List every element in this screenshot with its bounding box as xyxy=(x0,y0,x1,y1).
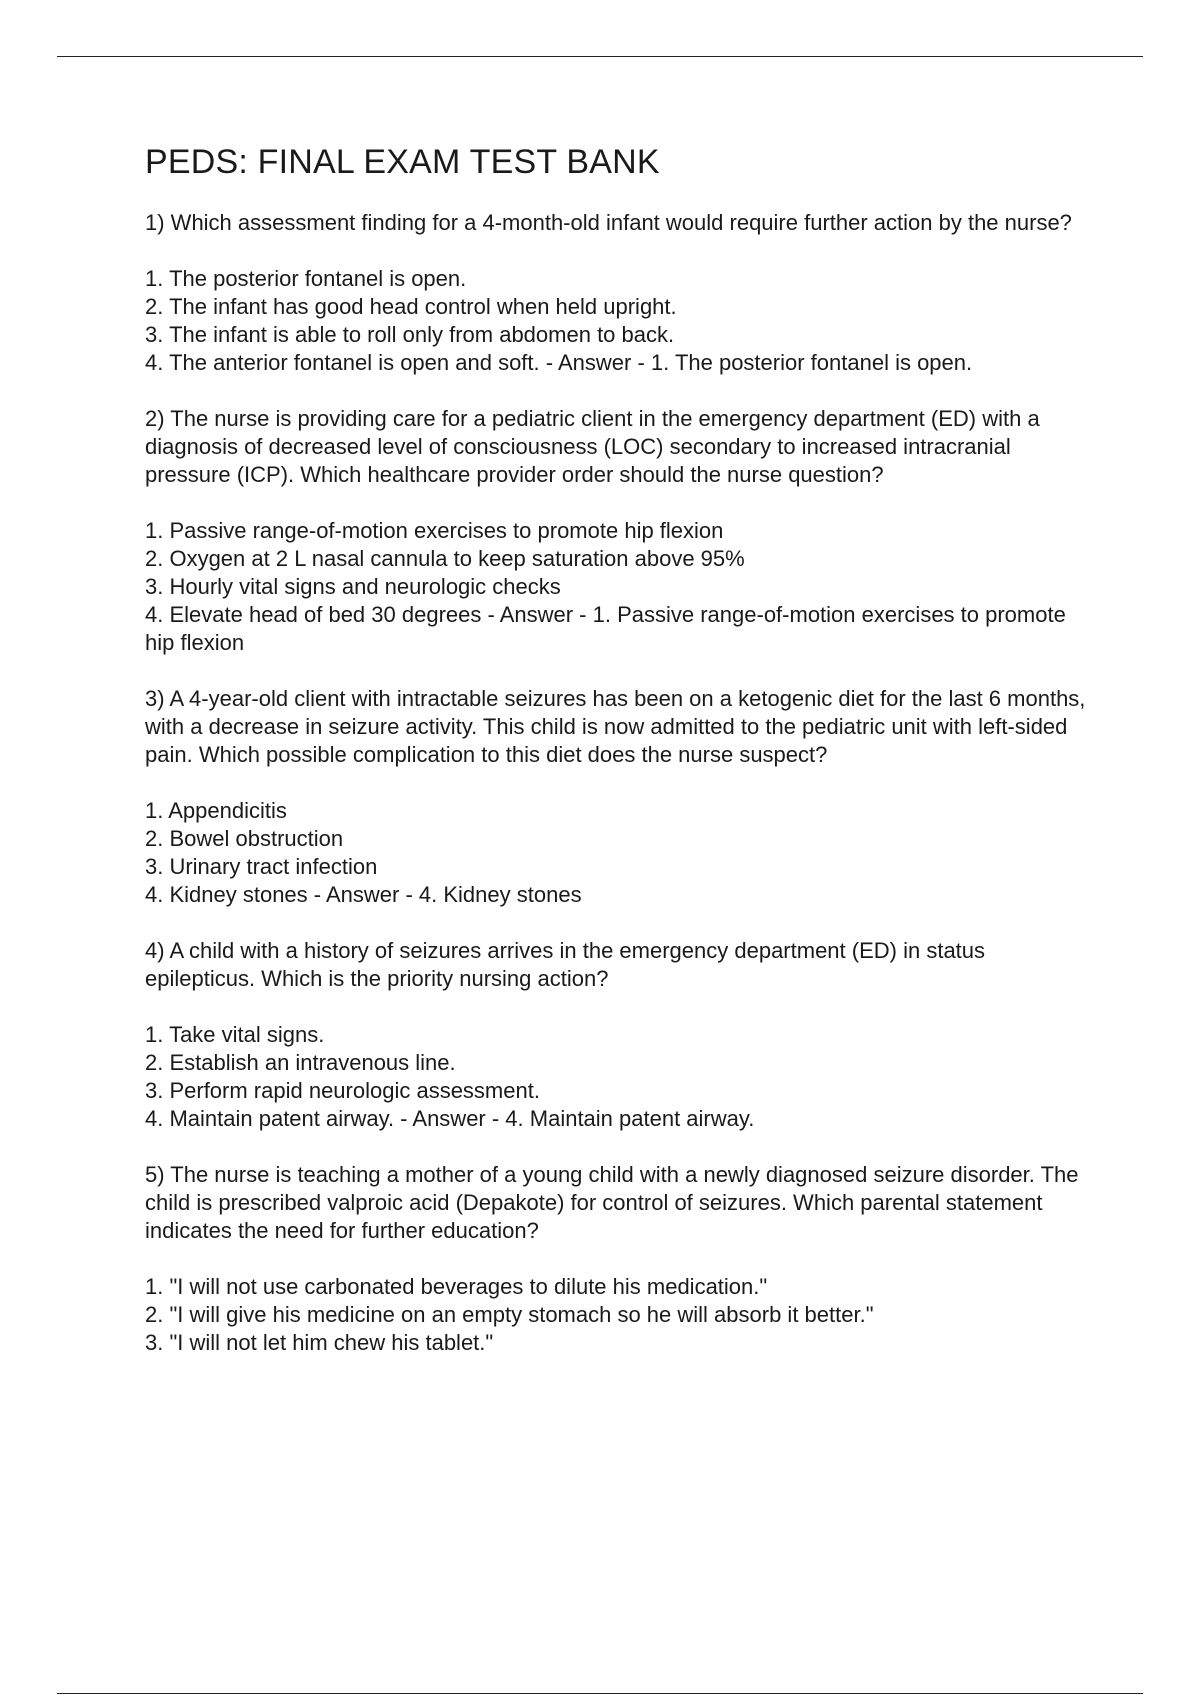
answer-option: 1. The posterior fontanel is open. xyxy=(145,265,467,291)
document-body xyxy=(145,142,1095,1385)
answer-option: 3. "I will not let him chew his tablet." xyxy=(145,1329,494,1355)
bottom-rule xyxy=(57,1693,1143,1694)
question-text: 5) The nurse is teaching a mother of a young child with a newly diagnosed seizure disorder. The child is prescribed valproic acid (Depakote) for control of seizures. Which parental statement indicates the need for further education? xyxy=(145,1161,1079,1243)
question-text: 3) A 4-year-old client with intractable seizures has been on a ketogenic diet for the last 6 months, with a decrease in seizure activity. This child is now admitted to the pediatric unit with left-sided pain. Which possible complication to this diet does the nurse suspect? xyxy=(145,685,1086,767)
answer-option: 4. Maintain patent airway. - Answer - 4. Maintain patent airway. xyxy=(145,1105,755,1131)
answer-option: 2. "I will give his medicine on an empty stomach so he will absorb it better." xyxy=(145,1301,874,1327)
answer-options xyxy=(145,517,1095,657)
answer-option: 4. The anterior fontanel is open and soft. - Answer - 1. The posterior fontanel is open. xyxy=(145,349,973,375)
answer-option: 1. Appendicitis xyxy=(145,797,287,823)
question-1 xyxy=(145,209,1095,377)
top-rule xyxy=(57,56,1143,57)
answer-option: 2. The infant has good head control when held upright. xyxy=(145,293,677,319)
answer-option: 2. Oxygen at 2 L nasal cannula to keep saturation above 95% xyxy=(145,545,745,571)
answer-option: 3. Hourly vital signs and neurologic checks xyxy=(145,573,561,599)
answer-option: 4. Kidney stones - Answer - 4. Kidney stones xyxy=(145,881,582,907)
answer-option: 4. Elevate head of bed 30 degrees - Answer - 1. Passive range-of-motion exercises to promote hip flexion xyxy=(145,601,1066,655)
answer-option: 3. The infant is able to roll only from abdomen to back. xyxy=(145,321,675,347)
answer-options xyxy=(145,1273,1095,1357)
answer-option: 3. Urinary tract infection xyxy=(145,853,378,879)
question-text: 2) The nurse is providing care for a pediatric client in the emergency department (ED) with a diagnosis of decreased level of consciousness (LOC) secondary to increased intracranial pressure (ICP). Which healthcare provider order should the nurse question? xyxy=(145,405,1040,487)
answer-option: 2. Establish an intravenous line. xyxy=(145,1049,456,1075)
answer-options xyxy=(145,797,1095,909)
answer-option: 3. Perform rapid neurologic assessment. xyxy=(145,1077,540,1103)
question-5 xyxy=(145,1161,1095,1357)
answer-option: 1. Passive range-of-motion exercises to promote hip flexion xyxy=(145,517,724,543)
answer-option: 1. Take vital signs. xyxy=(145,1021,325,1047)
question-text: 1) Which assessment finding for a 4-month-old infant would require further action by the nurse? xyxy=(145,209,1072,235)
question-2 xyxy=(145,405,1095,657)
answer-options xyxy=(145,1021,1095,1133)
question-text: 4) A child with a history of seizures arrives in the emergency department (ED) in status epilepticus. Which is the priority nursing action? xyxy=(145,937,986,991)
answer-option: 2. Bowel obstruction xyxy=(145,825,344,851)
document-title: PEDS: FINAL EXAM TEST BANK xyxy=(145,143,660,181)
question-3 xyxy=(145,685,1095,909)
question-4 xyxy=(145,937,1095,1133)
answer-options xyxy=(145,265,1095,377)
answer-option: 1. "I will not use carbonated beverages to dilute his medication." xyxy=(145,1273,768,1299)
